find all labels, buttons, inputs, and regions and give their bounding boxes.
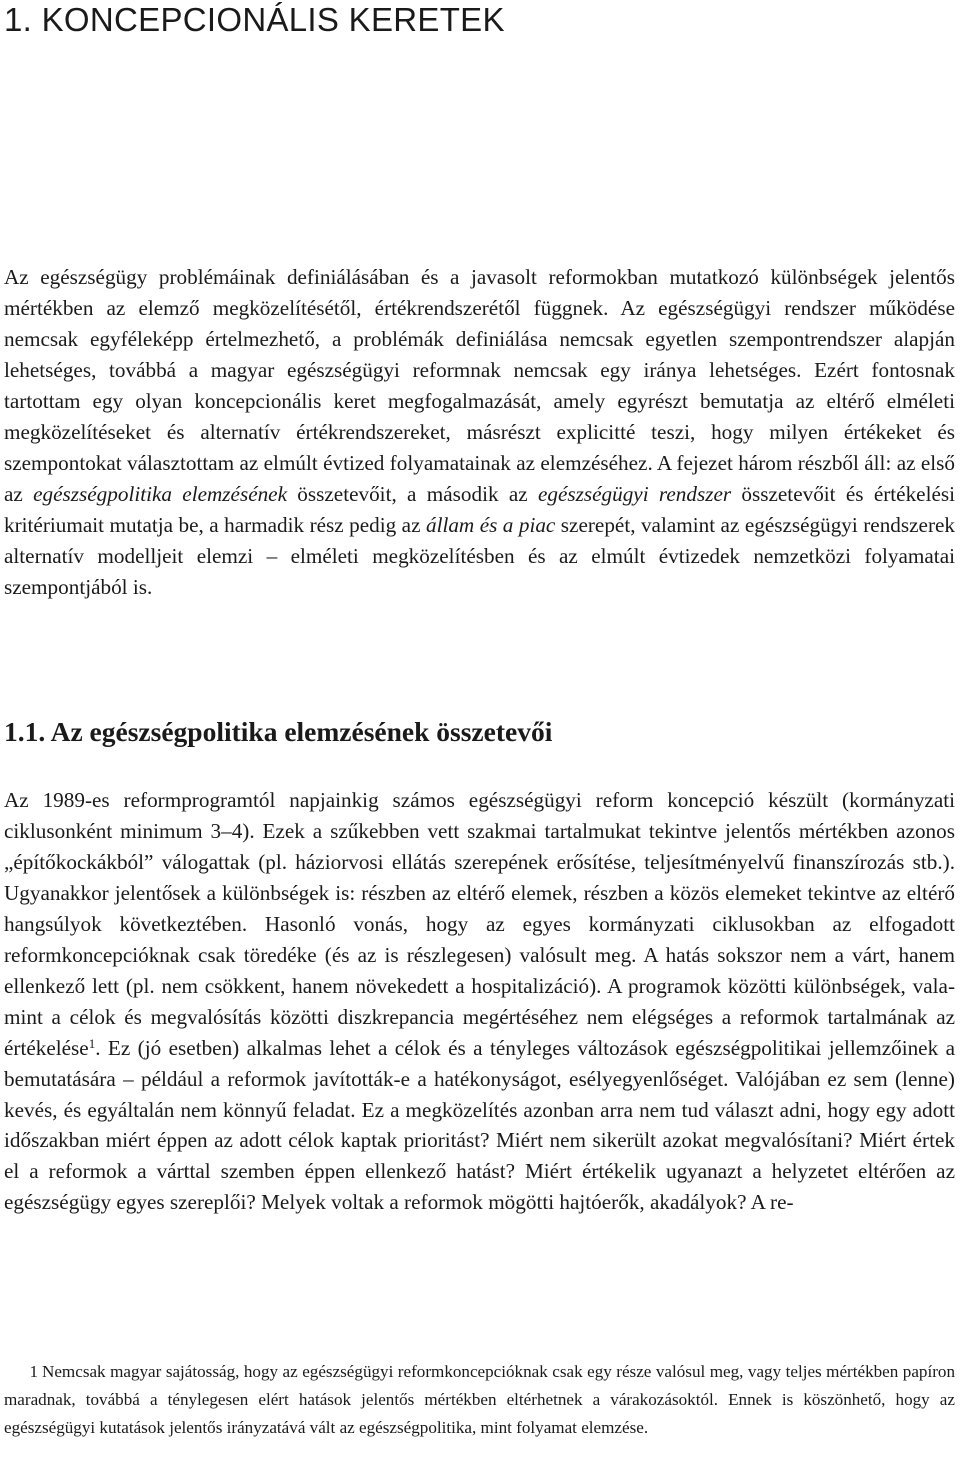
footnote-text: Nemcsak magyar sajátosság, hogy az egészségügyi reformkoncepcióknak csak egy része valósul meg, vagy teljes mértékben papíron maradnak, továbbá a ténylegesen elért hatások jelentős mértékben eltérhetnek a várakozásoktól. Ennek is köszönhető, hogy az egészségügyi kutatások jelentős irányzatává vált az egészségpolitika, mint folyamat elemzése. xyxy=(4,1362,955,1438)
section-title: 1.1. Az egészségpolitika elemzésének összetevői xyxy=(4,716,553,747)
footnote-reference[interactable]: 1 xyxy=(88,1035,96,1051)
section-text-part: . Ez (jó esetben) alkalmas lehet a célok és a tényleges változások egészségpolitikai jellemzőinek a bemutatására – például a reformok javították-e a hatékonyságot, esélyegyenlőséget. Valójában ez sem (lenne) kevés, és egyáltalán nem könnyű feladat. Ez a megközelítés azonban arra nem tud választ adni, hogy egy adott időszakban miért éppen az adott célok kaptak prioritást? Miért nem sikerült azokat megvalósítani? Miért értek el a reformok a várttal szemben éppen ellenkező hatást? Miért értékelik ugyanazt a helyzetet eltérően az egészségügy egyes szereplői? Melyek voltak a reformok mögötti hajtóerők, akadályok? A re- xyxy=(4,1035,955,1215)
intro-text-part: Az egészségügy problémáinak definiálásában és a javasolt reformokban mutatkozó különbségek jelentős mértékben az elemző megközelítésétől, értékrendszerétől függnek. Az egészségügyi rendszer működése nemcsak egyféleképp értelmezhető, a problémák definiálása nemcsak egyetlen szempontrendszer alapján lehetséges, továbbá a magyar egészségügyi reformnak nemcsak egy iránya lehetséges. Ezért fontosnak tartottam egy olyan koncepcionális keret megfogalmazását, amely egyrészt bemutatja az eltérő elméleti megközelítéseket és alternatív értékrendszereket, másrészt explicitté teszi, hogy milyen értékeket és szempontokat választottam az elmúlt évtized folyamatainak az elemzéséhez. A fejezet három részből áll: az első az xyxy=(4,265,955,506)
intro-text-part: összetevőit és értékelési kritériumait mutatja be, a harmadik rész pedig az xyxy=(4,481,955,537)
section-text-part: Az 1989-es reformprogramtól napjainkig számos egészségügyi reform koncepció készült (kormányzati ciklusonként minimum 3–4). Ezek a szűkebben vett szakmai tartalmukat tekintve jelentős mértékben azonos „építőkockákból” válogattak (pl. háziorvosi ellátás szerepének erősítése, teljesítményelvű finanszírozás stb.). Ugyanakkor jelentősek a különbségek is: részben az eltérő elemek, részben a közös elemeket tekintve az eltérő hangsúlyok következtében. Hasonló vonás, hogy az egyes kormányzati ciklusokban az elfogadott reformkoncepcióknak csak töredéke (és az is részlegesen) valósult meg. A hatás sokszor nem a várt, hanem ellenkező lett (pl. nem csökkent, hanem növekedett a hospitalizáció). A programok közötti különbségek, valamint a célok és megvalósítás közötti diszkrepancia megértéséhez nem elégséges a reformok tartalmának az értékelése xyxy=(4,788,955,1060)
footnote-mark: 1 xyxy=(29,1362,38,1381)
footnote xyxy=(4,1358,955,1443)
intro-paragraph xyxy=(4,262,955,602)
intro-emphasis: egészségpolitika elemzésének xyxy=(33,481,287,506)
intro-emphasis: állam és a piac xyxy=(425,512,556,537)
chapter-title: 1. KONCEPCIONÁLIS KERETEK xyxy=(4,1,505,38)
section-paragraph xyxy=(4,785,955,1218)
intro-text-part: összetevőit, a második az xyxy=(287,481,538,506)
intro-emphasis: egészségügyi rendszer xyxy=(537,481,732,506)
intro-text-part: szerepét, valamint az egészségügyi rendszerek alternatív modelljeit elemzi – elméleti megközelítésben és az elmúlt évtizedek nemzetközi folyamatai szempontjából is. xyxy=(4,512,956,599)
